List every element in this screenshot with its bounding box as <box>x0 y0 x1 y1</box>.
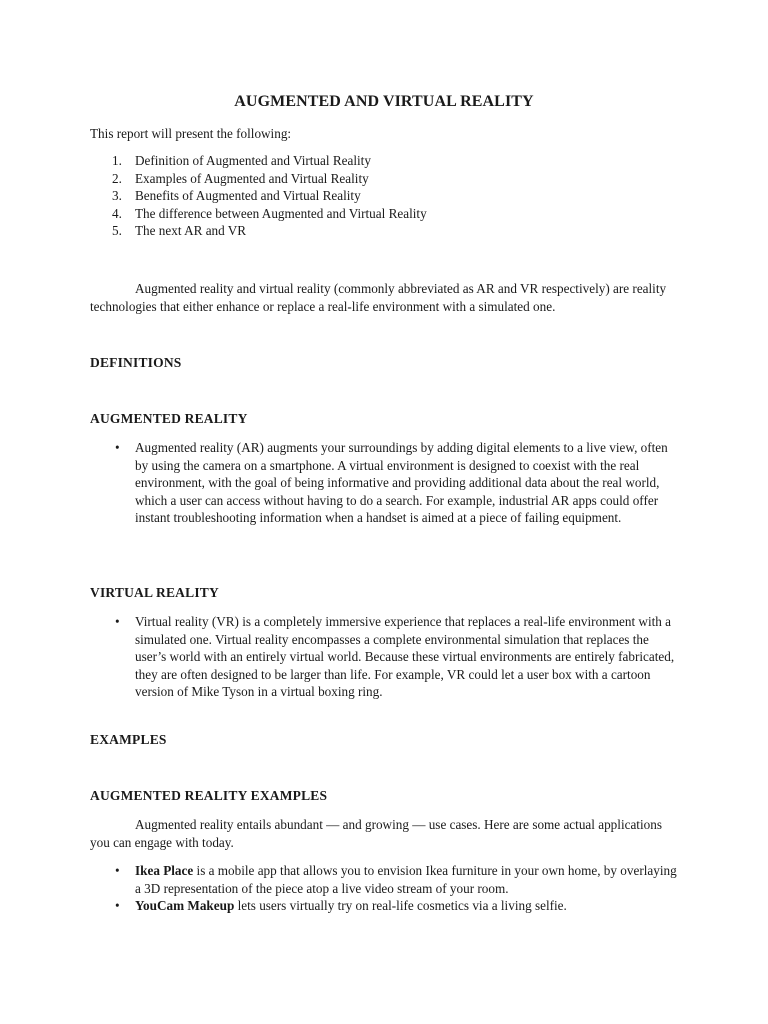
contents-list <box>90 152 427 240</box>
examples-heading: EXAMPLES <box>90 732 167 747</box>
list-item: 5. The next AR and VR <box>112 223 247 239</box>
ar-definition-text: Augmented reality (AR) augments your surroundings by adding digital elements to a live view, often by using the camera on a smartphone. A virtual environment is designed to coexist with the real environment, with the goal of being informative and providing additional data about the real world, which a user can access without having to do a search. For example, industrial AR apps could offer instant troubleshooting information when a handset is aimed at a piece of failing equipment. <box>135 440 668 526</box>
app-name: YouCam Makeup <box>135 898 235 914</box>
list-item: 1. Definition of Augmented and Virtual Reality <box>112 153 371 168</box>
bullet-icon: • <box>115 614 120 629</box>
app-description: lets users virtually try on real-life cosmetics via a living selfie. <box>234 898 567 914</box>
ar-examples-intro: Augmented reality entails abundant — and growing — use cases. Here are some actual applications you can engage with today. <box>90 817 662 850</box>
ar-definition-list <box>90 439 680 527</box>
vr-definition-text: Virtual reality (VR) is a completely immersive experience that replaces a real-life environment with a simulated one. Virtual reality encompasses a complete environmental simulation that replaces the user’s world with an entirely virtual world. Because these virtual environments are entirely fabricated, they are often designed to be larger than life. For example, VR could let a user box with a cartoon version of Mike Tyson in a virtual boxing ring. <box>135 614 675 700</box>
intro-text: This report will present the following: <box>90 126 292 141</box>
ar-examples-list <box>90 862 680 915</box>
ar-examples-heading: AUGMENTED REALITY EXAMPLES <box>90 788 328 803</box>
vr-definition-heading: VIRTUAL REALITY <box>90 585 219 600</box>
bullet-icon: • <box>115 440 120 455</box>
list-item <box>90 862 680 897</box>
list-item <box>90 613 680 701</box>
list-item: 3. Benefits of Augmented and Virtual Reality <box>112 188 361 204</box>
list-item: 4. The difference between Augmented and Virtual Reality <box>112 205 427 221</box>
app-name: Ikea Place <box>135 863 194 878</box>
bullet-icon: • <box>115 898 120 914</box>
bullet-icon: • <box>115 863 120 878</box>
list-item <box>90 897 680 915</box>
app-description: is a mobile app that allows you to envision Ikea furniture in your own home, by overlaying a 3D representation of the piece atop a live video stream of your room. <box>135 863 677 896</box>
list-item <box>90 439 680 527</box>
definitions-heading: DEFINITIONS <box>90 355 182 370</box>
list-item: 2. Examples of Augmented and Virtual Reality <box>112 170 369 186</box>
ar-definition-heading: AUGMENTED REALITY <box>90 411 248 426</box>
document-title: AUGMENTED AND VIRTUAL REALITY <box>234 93 534 110</box>
overview-paragraph: Augmented reality and virtual reality (commonly abbreviated as AR and VR respectively) are reality technologies that either enhance or replace a real-life environment with a simulated one. <box>90 281 667 314</box>
vr-definition-list <box>90 613 680 701</box>
